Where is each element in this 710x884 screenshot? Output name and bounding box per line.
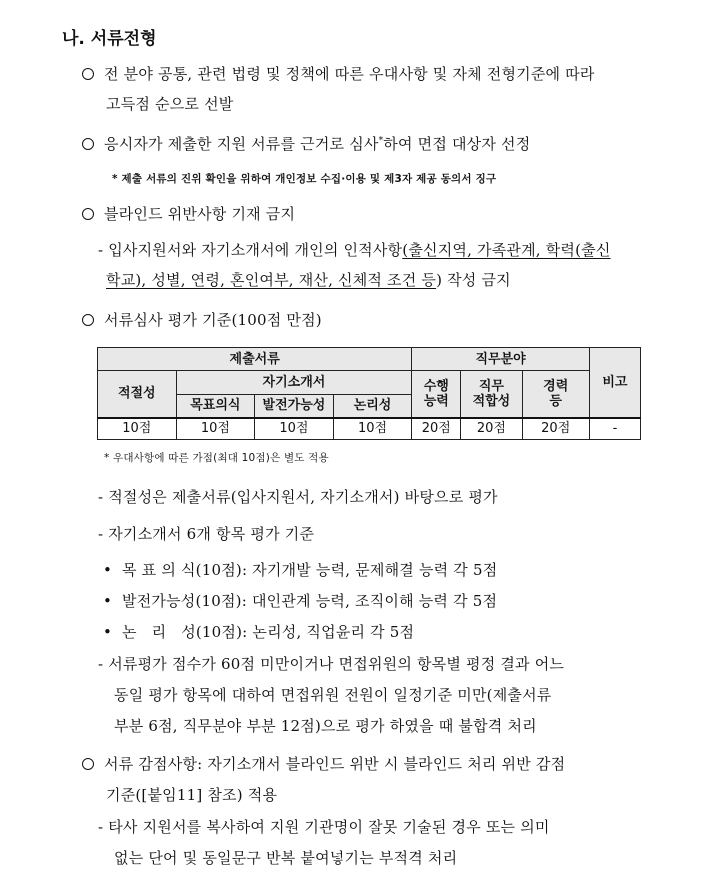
table-note: * 우대사항에 따른 가점(최대 10점)은 별도 적용 [104,452,329,464]
bullet-5-dash-line-1: - 타사 지원서를 복사하여 지원 기관명이 잘못 기술된 경우 또는 의미 [98,818,550,836]
header-submit-docs: 제출서류 [98,348,412,371]
bullet-3-underlined-2: 학교), 성별, 연령, 혼인여부, 재산, 신체적 조건 등 [106,271,437,289]
bullet-5-line-2: 기준([붙임11] 참조) 적용 [106,786,278,804]
header-self-intro: 자기소개서 [176,371,412,395]
bullet-2-text-b: 하여 면접 대상자 선정 [383,135,531,153]
detail-fail-line-3: 부분 6점, 직무분야 부분 12점)으로 평가 하였을 때 불합격 처리 [114,717,537,735]
score-job-fit: 20점 [461,418,522,440]
header-perform: 수행 능력 [412,371,461,418]
bullet-3-title [82,203,295,224]
header-fit: 적절성 [98,371,177,418]
bullet-1-line-2: 고득점 순으로 선발 [106,95,234,113]
bullet-5-line-1 [82,753,565,774]
bullet-2-line [82,133,530,154]
bullet-5-text: 서류 감점사항: 자기소개서 블라인드 위반 시 블라인드 처리 위반 감점 [104,755,566,773]
hollow-circle-icon [82,314,94,326]
detail-fail-line-1: - 서류평가 점수가 60점 미만이거나 면접위원의 항목별 평정 결과 어느 [98,655,565,673]
score-growth: 10점 [255,418,334,440]
header-job-fit: 직무 적합성 [461,371,522,418]
footnote-mark: * [378,136,384,146]
score-logic: 10점 [333,418,412,440]
hollow-circle-icon [82,138,94,150]
evaluation-table [97,347,641,440]
bullet-4-title [82,309,322,330]
dot-label: 목 표 의 식(10점): [122,561,248,579]
score-perform: 20점 [412,418,461,440]
section-heading: 나. 서류전형 [62,29,157,49]
dot-item-growth [103,590,497,611]
bullet-3-dash-line-1 [98,239,611,260]
bullet-dot-icon: • [103,592,113,610]
score-fit: 10점 [98,418,177,440]
header-growth: 발전가능성 [255,395,334,418]
header-goal: 목표의식 [176,395,255,418]
bullet-5-dash-line-2: 없는 단어 및 동일문구 반복 붙여넣기는 부적격 처리 [114,849,458,867]
bullet-dot-icon: • [103,623,113,641]
bullet-2-note: * 제출 서류의 진위 확인을 위하여 개인정보 수집·이용 및 제3자 제공 동의서 징구 [112,173,497,185]
dot-text: 대인관계 능력, 조직이해 능력 각 5점 [251,592,498,610]
score-goal: 10점 [176,418,255,440]
bullet-4-text: 서류심사 평가 기준(100점 만점) [104,311,322,329]
dot-label: 논 리 성(10점): [122,623,248,641]
header-job-field: 직무분야 [412,348,590,371]
header-note: 비고 [589,348,640,418]
bullet-3-underlined-1: (출신지역, 가족관계, 학력(출신 [402,241,611,259]
detail-fail-line-2: 동일 평가 항목에 대하여 면접위원 전원이 일정기준 미만(제출서류 [114,686,552,704]
score-note: - [589,418,640,440]
header-career: 경력 등 [522,371,589,418]
bullet-3-suffix: ) 작성 금지 [436,271,511,289]
dot-text: 자기개발 능력, 문제해결 능력 각 5점 [252,561,498,579]
bullet-3-text: 블라인드 위반사항 기재 금지 [104,205,296,223]
dot-label: 발전가능성(10점): [122,592,247,610]
bullet-dot-icon: • [103,561,113,579]
hollow-circle-icon [82,68,94,80]
bullet-1-text: 전 분야 공통, 관련 법령 및 정책에 따른 우대사항 및 자체 전형기준에 따라 [104,65,595,83]
score-career: 20점 [522,418,589,440]
dot-item-goal [103,559,497,580]
bullet-3-dash-prefix: - 입사지원서와 자기소개서에 개인의 인적사항 [98,241,403,259]
dot-item-logic [103,621,414,642]
hollow-circle-icon [82,208,94,220]
hollow-circle-icon [82,758,94,770]
bullet-3-dash-line-2 [106,269,511,290]
detail-selfintro: - 자기소개서 6개 항목 평가 기준 [98,525,315,543]
header-logic: 논리성 [333,395,412,418]
bullet-1-line-1 [82,63,595,84]
bullet-2-text-a: 응시자가 제출한 지원 서류를 근거로 심사 [104,135,379,153]
detail-fit: - 적절성은 제출서류(입사지원서, 자기소개서) 바탕으로 평가 [98,488,498,506]
dot-text: 논리성, 직업윤리 각 5점 [252,623,415,641]
